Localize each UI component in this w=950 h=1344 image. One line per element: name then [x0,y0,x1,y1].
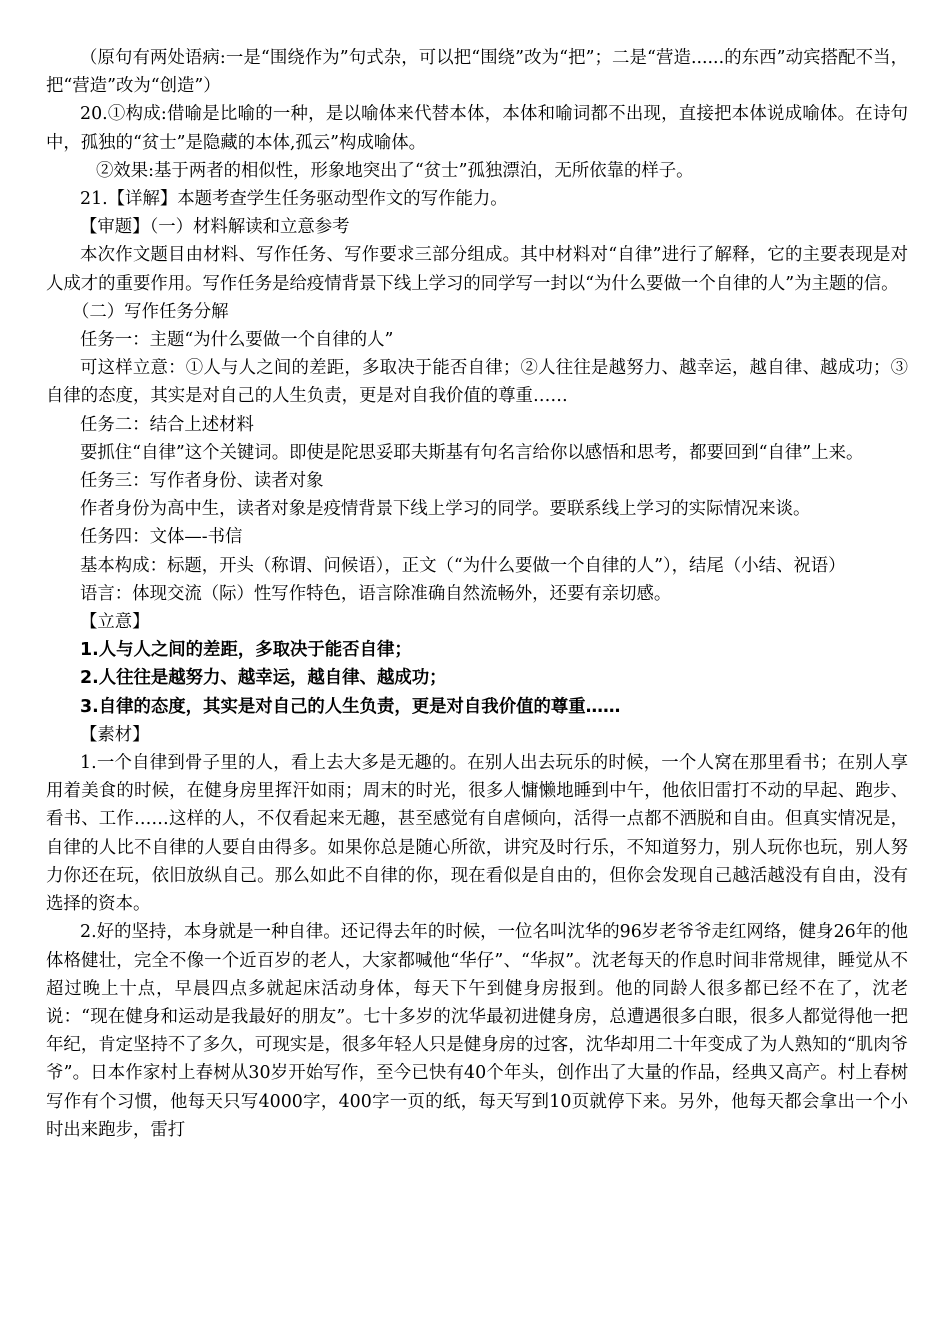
task-four-language: 语言：体现交流（际）性写作特色，语言除准确自然流畅外，还要有亲切感。 [80,583,672,604]
section-sucai: 【素材】 [80,724,150,745]
task-three-detail: 作者身份为高中生，读者对象是疫情背景下线上学习的同学。要联系线上学习的实际情况来谈。 [80,499,811,520]
theme-point-3: 3.自律的态度，其实是对自己的人生负责，更是对自我价值的尊重…… [80,696,621,717]
material-1: 1.一个自律到骨子里的人，看上去大多是无趣的。在别人出去玩乐的时候，一个人窝在那里看书；在别人享用着美食的时候，在健身房里挥汗如雨；周末的时光，很多人慵懒地睡到中午，他依旧雷打不动的早起、跑步、看书、工作……这样的人，不仅看起来无趣，甚至感觉有自虐倾向，活得一点都不洒脱和自由。但真实情况是，自律的人比不自律的人要自由得多。如果你总是随心所欲，讲究及时行乐，不知道努力，别人玩你也玩，别人努力你还在玩，依旧放纵自己。那么如此不自律的你，现在看似是自由的，但你会发现自己越活越没有自由，没有选择的资本。 [46,753,908,915]
theme-point-1: 1.人与人之间的差距，多取决于能否自律； [80,640,412,661]
task-two: 任务二：结合上述材料 [80,414,254,435]
section-shenti: 【审题】（一）材料解读和立意参考 [80,217,350,238]
answer-20-effect: ②效果:基于两者的相似性，形象地突出了“贫士”孤独漂泊，无所依靠的样子。 [96,160,694,181]
task-four-structure: 基本构成：标题，开头（称谓、问候语），正文（“为什么要做一个自律的人”），结尾（小结、祝语） [80,555,846,576]
answer-21-heading: 21.【详解】本题考查学生任务驱动型作文的写作能力。 [80,189,508,210]
answer-20-paragraph: 20.①构成:借喻是比喻的一种，是以喻体来代替本体，本体和喻词都不出现，直接把本体说成喻体。在诗句中，孤独的“贫士”是隐藏的本体,孤云”构成喻体。 [46,104,908,153]
task-one: 任务一：主题“为什么要做一个自律的人” [80,330,394,351]
task-three: 任务三：写作者身份、读者对象 [80,471,324,492]
note-paragraph: （原句有两处语病:一是“围绕作为”句式杂，可以把“围绕”改为“把”；二是“营造......的东西”动宾搭配不当，把“营造”改为“创造”） [46,48,908,97]
document-page [46,44,908,1144]
section-task-breakdown: （二）写作任务分解 [72,301,229,322]
task-one-detail: 可这样立意：①人与人之间的差距，多取决于能否自律；②人往往是越努力、越幸运，越自律、越成功；③自律的态度，其实是对自己的人生负责，更是对自我价值的尊重…… [46,358,908,407]
material-interpretation: 本次作文题目由材料、写作任务、写作要求三部分组成。其中材料对“自律”进行了解释，它的主要表现是对人成才的重要作用。写作任务是给疫情背景下线上学习的同学写一封以“为什么要做一个自律的人”为主题的信。 [46,245,908,294]
section-liyi: 【立意】 [80,612,150,633]
task-two-detail: 要抓住“自律”这个关键词。即使是陀思妥耶夫斯基有句名言给你以感悟和思考，都要回到“自律”上来。 [80,442,864,463]
material-2: 2.好的坚持，本身就是一种自律。还记得去年的时候，一位名叫沈华的96岁老爷爷走红网络，健身26年的他体格健壮，完全不像一个近百岁的老人，大家都喊他“华仔”、“华叔”。沈老每天的作息时间非常规律，睡觉从不超过晚上十点，早晨四点多就起床活动身体，每天下午到健身房报到。他的同龄人很多都已经不在了，沈老说：“现在健身和运动是我最好的朋友”。七十多岁的沈华最初进健身房，总遭遇很多白眼，很多人都觉得他一把年纪，肯定坚持不了多久，可现实是，很多年轻人只是健身房的过客，沈华却用二十年变成了为人熟知的“肌肉爷爷”。日本作家村上春树从30岁开始写作，至今已快有40个年头，创作出了大量的作品，经典又高产。村上春树写作有个习惯，他每天只写4000字，400字一页的纸，每天写到10页就停下来。另外，他每天都会拿出一个小时出来跑步，雷打 [46,922,908,1140]
task-four: 任务四：文体—-书信 [80,527,243,548]
theme-point-2: 2.人往往是越努力、越幸运，越自律、越成功； [80,668,447,689]
